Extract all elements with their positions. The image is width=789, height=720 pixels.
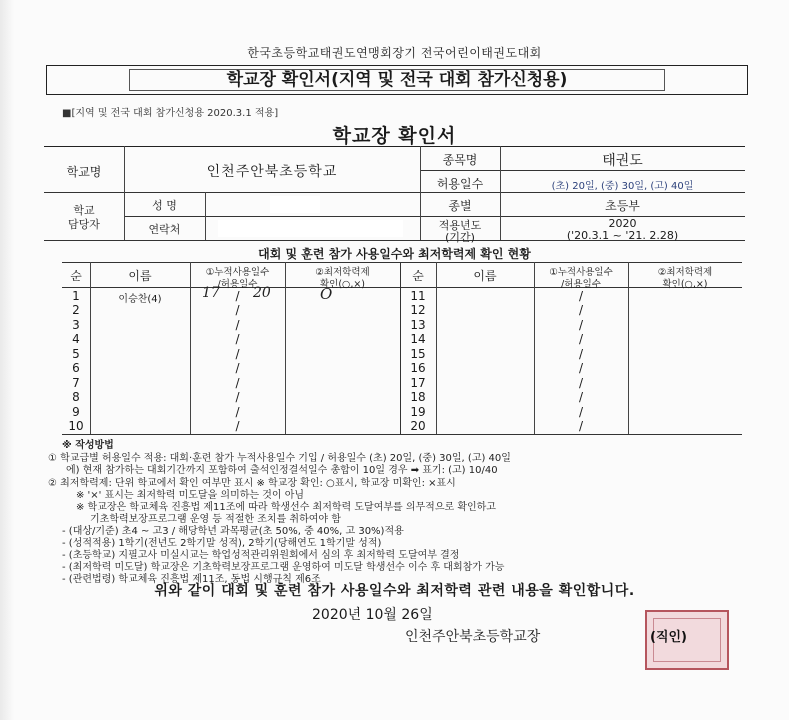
- col-header-name: 이름: [473, 269, 497, 283]
- col-header-min-line2: 확인(○,×): [662, 279, 708, 290]
- row-no: 19: [410, 405, 426, 419]
- row-no: 5: [72, 347, 80, 361]
- row-no: 11: [410, 289, 426, 303]
- manager-name-label: 성 명: [152, 199, 177, 212]
- row-no: 4: [72, 332, 80, 346]
- redacted-contact: [218, 220, 403, 237]
- organization-header: 한국초등학교태권도연맹회장기 전국어린이태권도대회: [247, 46, 542, 60]
- col-header-min-line2: 확인(○,×): [319, 279, 366, 290]
- days-slash: /: [578, 390, 584, 404]
- info-table-rule: [420, 170, 745, 171]
- days-slash: /: [235, 318, 240, 332]
- application-note: ■[지역 및 전국 대회 참가신청용 2020.3.1 적용]: [62, 108, 279, 119]
- division-value: 초등부: [605, 199, 640, 213]
- days-slash: /: [578, 376, 584, 390]
- instruction-line: 기초학력보장프로그램 운영 등 적절한 조치를 취하여야 함: [90, 514, 341, 525]
- row-no: 8: [72, 390, 80, 404]
- apply-year-label-line1: 적용년도: [438, 219, 482, 232]
- info-table-top-rule: [44, 146, 745, 147]
- days-slash: /: [578, 303, 584, 317]
- days-slash: /: [235, 390, 240, 404]
- col-header-days-line1: ①누적사용일수: [205, 267, 270, 278]
- days-slash: /: [235, 332, 240, 346]
- days-slash: /: [578, 289, 584, 303]
- usage-section-title: 대회 및 훈련 참가 사용일수와 최저학력제 확인 현황: [258, 247, 531, 261]
- instruction-line: ※ '×' 표시는 최저학력 미도달을 의미하는 것이 아님: [76, 490, 305, 501]
- row-no: 18: [410, 390, 426, 404]
- instruction-line: 에) 현재 참가하는 대회기간까지 포함하여 출석인정결석일수 총합이 10일 경우 ➡ 표기: (고) 10/40: [66, 465, 498, 476]
- row-no: 10: [68, 419, 84, 433]
- allowed-days-label: 허용일수: [436, 177, 484, 191]
- days-slash: /: [235, 347, 240, 361]
- manager-label-line2: 담당자: [68, 218, 100, 231]
- days-slash: /: [578, 318, 584, 332]
- instruction-line: ① 학교급별 허용일수 적용: 대회·훈련 참가 누적사용일수 기입 / 허용일수 (초) 20일, (중) 30일, (고) 40일: [48, 453, 511, 464]
- document-title: 학교장 확인서: [332, 125, 457, 147]
- days-slash: /: [578, 347, 584, 361]
- principal-name: 인천주안북초등학교장: [405, 629, 541, 645]
- col-header-min-line1: ②최저학력제: [657, 267, 713, 278]
- row-no: 3: [72, 318, 80, 332]
- handwritten-check-mark: O: [320, 285, 333, 303]
- row-no: 1: [72, 289, 80, 303]
- instruction-line: ※ 학교장은 학교체육 진흥법 제11조에 따라 학생선수 최저학력 도달여부를 의무적으로 확인하고: [76, 502, 496, 513]
- manager-label-line1: 학교: [73, 204, 95, 217]
- row-no: 6: [72, 361, 80, 375]
- apply-year-label-line2: (기간): [445, 231, 475, 244]
- instruction-line: - (최저학력 미도달) 학교장은 기초학력보장프로그램 운영하여 미도달 학생선수 이수 후 대회참가 가능: [62, 562, 505, 573]
- col-header-days-line2: /허용일수: [217, 279, 258, 290]
- days-slash: /: [235, 303, 240, 317]
- row-no: 7: [72, 376, 80, 390]
- issue-date: 2020년 10월 26일: [312, 607, 433, 623]
- days-slash: /: [578, 332, 584, 346]
- row-no: 17: [410, 376, 426, 390]
- row-no: 16: [410, 361, 426, 375]
- division-label: 종별: [448, 199, 472, 213]
- days-slash: /: [578, 419, 584, 433]
- scan-edge: [0, 0, 14, 720]
- days-slash: /: [235, 419, 240, 433]
- col-header-no: 순: [70, 269, 82, 283]
- redacted-name: [270, 196, 320, 213]
- days-slash: /: [235, 289, 240, 303]
- row-no: 14: [410, 332, 426, 346]
- days-slash: /: [235, 361, 240, 375]
- usage-table-vrule: [90, 262, 91, 434]
- row-no: 13: [410, 318, 426, 332]
- instructions-heading: ※ 작성방법: [62, 440, 114, 451]
- event-value: 태권도: [602, 153, 643, 169]
- col-header-days-line2: /허용일수: [561, 279, 601, 290]
- handwritten-used-days: 17: [202, 285, 220, 301]
- usage-table-bottom-rule: [62, 434, 742, 435]
- days-slash: /: [578, 361, 584, 375]
- col-header-no: 순: [412, 269, 424, 283]
- allowed-days-value: (초) 20일, (중) 30일, (고) 40일: [551, 181, 694, 192]
- row-no: 20: [410, 419, 426, 433]
- student-name: 이승찬(4): [118, 294, 162, 305]
- apply-year-value: 2020: [608, 217, 637, 230]
- handwritten-allowed-days: 20: [253, 285, 271, 301]
- usage-table-top-rule: [62, 262, 742, 263]
- event-label: 종목명: [442, 153, 478, 167]
- info-table-rule: [44, 192, 745, 193]
- row-no: 12: [410, 303, 426, 317]
- days-slash: /: [578, 405, 584, 419]
- school-name-label: 학교명: [66, 165, 102, 179]
- col-header-min-line1: ②최저학력제: [315, 267, 370, 278]
- confirmation-statement: 위와 같이 대회 및 훈련 참가 사용일수와 최저학력 관련 내용을 확인합니다.: [154, 583, 635, 599]
- usage-table-vrule: [436, 262, 437, 434]
- apply-period-value: ('20.3.1 ~ '21. 2.28): [566, 229, 679, 242]
- col-header-name: 이름: [128, 269, 152, 283]
- days-slash: /: [235, 376, 240, 390]
- col-header-days-line1: ①누적사용일수: [549, 267, 613, 278]
- title-box-text: 학교장 확인서(지역 및 전국 대회 참가신청용): [226, 70, 568, 90]
- days-slash: /: [235, 405, 240, 419]
- instruction-line: - (성적적용) 1학기(전년도 2학기말 성적), 2학기(당해연도 1학기말 성적): [62, 538, 382, 549]
- instruction-line: - (대상/기준) 초4 ~ 고3 / 해당학년 과목평균(초 50%, 중 40%, 고 30%)적용: [62, 526, 404, 537]
- instruction-line: - (초등학교) 지필고사 미실시교는 학업성적관리위원회에서 심의 후 최저학력 도달여부 결정: [62, 550, 460, 561]
- row-no: 9: [72, 405, 80, 419]
- title-box: [46, 65, 748, 95]
- instruction-line: - (관련법령) 학교체육 진흥법 제11조, 동법 시행규칙 제6조: [62, 574, 321, 585]
- row-no: 2: [72, 303, 80, 317]
- manager-contact-label: 연락처: [148, 223, 181, 236]
- seal-label: (직인): [650, 630, 687, 645]
- school-name-value: 인천주안북초등학교: [206, 164, 338, 180]
- info-table-vrule: [205, 192, 206, 240]
- row-no: 15: [410, 347, 426, 361]
- instruction-line: ② 최저학력제: 단위 학교에서 확인 여부만 표시 ※ 학교장 확인: ○표시, 학교장 미확인: ×표시: [48, 478, 456, 489]
